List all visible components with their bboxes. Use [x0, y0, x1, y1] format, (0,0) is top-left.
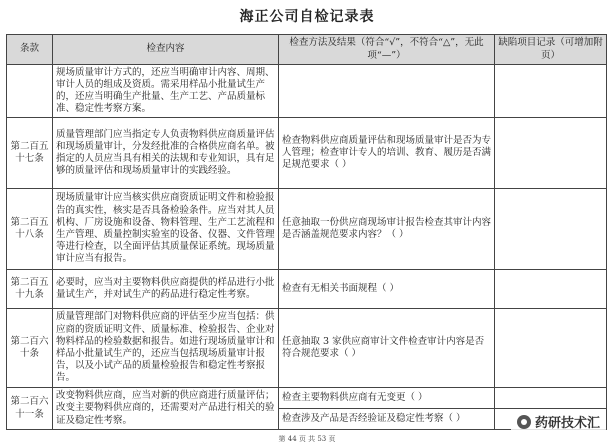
clause-cell: 第二百五十七条: [7, 118, 53, 189]
content-cell: 现场质量审计应当核实供应商资质证明文件和检验报告的真实性，核实是否具备检验条件。应当对其人员机构、厂房设施和设备、物料管理、生产工艺流程和生产管理、质量控制实验室的设备、仪器、文件管理等进行检查，以全面评估其质量保证系统。现场质量审计应当有报告。: [53, 189, 279, 270]
clause-cell: [7, 65, 53, 118]
header-content: 检查内容: [53, 35, 279, 65]
defect-cell: [495, 118, 607, 189]
content-cell: 质量管理部门应当指定专人负责物料供应商质量评估和现场质量审计，分发经批准的合格供应商名单。被指定的人员应当具有相关的法规和专业知识，具有足够的质量评估和现场质量审计的实践经验。: [53, 118, 279, 189]
wechat-logo-icon: [517, 415, 531, 429]
self-inspection-table: [6, 34, 607, 430]
defect-cell: [495, 189, 607, 270]
method-cell: 检查主要物料供应商有无变更（ ）: [279, 388, 495, 409]
method-cell: 检查涉及产品是否经验证及稳定性考察（ ）: [279, 409, 495, 430]
page-footer: 第 44 页 共 53 页: [278, 435, 336, 443]
method-cell: 检查有无相关书面规程（ ）: [279, 270, 495, 309]
defect-cell: [495, 270, 607, 309]
defect-cell: [495, 309, 607, 388]
header-clause: 条款: [7, 35, 53, 65]
defect-cell: [495, 65, 607, 118]
method-cell: 检查物料供应商质量评估和现场质量审计是否为专人管理；检查审计专人的培训、教育、履历是否满足规范要求（ ）: [279, 118, 495, 189]
document-title: 海正公司自检记录表: [239, 9, 375, 25]
content-cell: 质量管理部门对物料供应商的评估至少应当包括：供应商的资质证明文件、质量标准、检验报告、企业对物料样品的检验数据和报告。如进行现场质量审计和样品小批量试生产的，还应当包括现场质量审计报告，以及小试产品的质量检验报告和稳定性考察报告。: [53, 309, 279, 388]
table-row: [7, 309, 607, 388]
method-cell: [279, 65, 495, 118]
method-cell: 任意抽取一份供应商现场审计报告检查其审计内容是否涵盖规范要求内容？（ ）: [279, 189, 495, 270]
content-cell: 改变物料供应商，应当对新的供应商进行质量评估；改变主要物料供应商的，还需要对产品进行相关的验证及稳定性考察。: [53, 388, 279, 430]
header-defect: 缺陷项目记录（可增加附页）: [495, 35, 607, 65]
content-cell: 规场质量审计方式的，还应当明确审计内容、周期、审计人员的组成及资质。需采用样品小批量试生产的，还应当明确生产批量、生产工艺、产品质量标准、稳定性考察方案。: [53, 65, 279, 118]
content-cell: 必要时，应当对主要物料供应商提供的样品进行小批量试生产，并对试生产的药品进行稳定性考察。: [53, 270, 279, 309]
clause-cell: 第二百六十条: [7, 309, 53, 388]
table-row: [7, 189, 607, 270]
table-row: [7, 118, 607, 189]
clause-cell: 第二百五十九条: [7, 270, 53, 309]
table-row: [7, 270, 607, 309]
table-row: [7, 65, 607, 118]
table-row: [7, 388, 607, 409]
table-header-row: [7, 35, 607, 65]
method-cell: 任意抽取 3 家供应商审计文件检查审计内容是否符合规范要求（ ）: [279, 309, 495, 388]
header-method: 检查方法及结果（符合“√”，不符合“△”，无此项“—”）: [279, 35, 495, 65]
watermark-text: 药研技术汇: [534, 416, 600, 431]
clause-cell: 第二百六十一条: [7, 388, 53, 430]
clause-cell: 第二百五十八条: [7, 189, 53, 270]
watermark: [511, 410, 606, 433]
defect-cell: [495, 388, 607, 409]
